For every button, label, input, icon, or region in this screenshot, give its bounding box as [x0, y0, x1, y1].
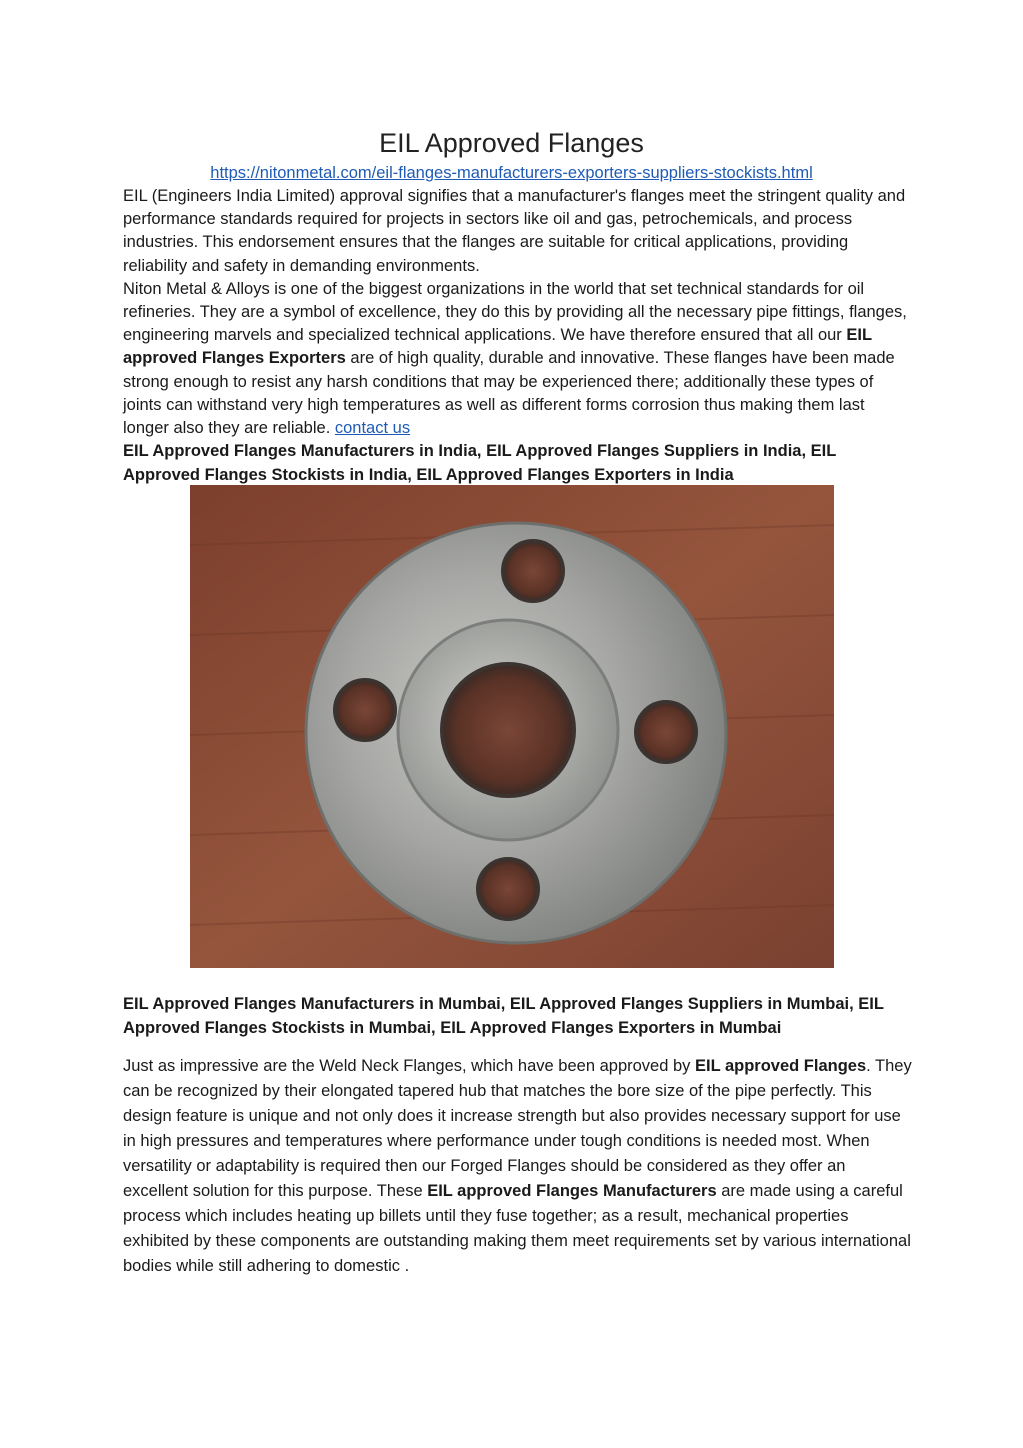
- india-heading: EIL Approved Flanges Manufacturers in India, EIL Approved Flanges Suppliers in India, EIL Approved Flanges Stockists in India, EIL Approved Flanges Exporters in India: [123, 442, 836, 484]
- steel-flange-photo: [190, 485, 834, 968]
- page-title: EIL Approved Flanges: [379, 128, 644, 158]
- source-url-link[interactable]: https://nitonmetal.com/eil-flanges-manufacturers-exporters-suppliers-stockists.html: [210, 164, 813, 182]
- weld-text-2: . They can be recognized by their elongated tapered hub that matches the bore size of the pipe perfectly. This design feature is unique and not only does it increase strength but also provides necessary support for use in high pressures and temperatures where performance under tough conditions is needed most. When versatility or adaptability is required then our Forged Flanges should be considered as they offer an excellent solution for this purpose. These: [123, 1057, 912, 1200]
- weld-text-1: Just as impressive are the Weld Neck Flanges, which have been approved by: [123, 1057, 695, 1075]
- intro-paragraph: EIL (Engineers India Limited) approval signifies that a manufacturer's flanges meet the stringent quality and performance standards required for projects in sectors like oil and gas, petrochemicals, and process industries. This endorsement ensures that the flanges are suitable for critical applications, providing reliability and safety in demanding environments.: [123, 187, 906, 275]
- weld-bold-manufacturers: EIL approved Flanges Manufacturers: [427, 1182, 717, 1200]
- company-bold-exporters: EIL approved Flanges Exporters: [123, 326, 872, 368]
- weld-neck-section: [123, 1054, 913, 1279]
- intro-section: [123, 185, 913, 440]
- weld-text-3: are made using a careful process which includes heating up billets until they fuse together; as a result, mechanical properties exhibited by these components are outstanding making them meet requirements set by various international bodies while still adhering to domestic .: [123, 1182, 911, 1275]
- weld-neck-paragraph: [123, 1054, 913, 1279]
- mumbai-heading: EIL Approved Flanges Manufacturers in Mumbai, EIL Approved Flanges Suppliers in Mumbai, EIL Approved Flanges Stockists in Mumbai, EIL Approved Flanges Exporters in Mumbai: [123, 995, 884, 1037]
- weld-bold-flanges: EIL approved Flanges: [695, 1057, 867, 1075]
- company-text-2: are of high quality, durable and innovative. These flanges have been made strong enough to resist any harsh conditions that may be experienced there; additionally these types of joints can withstand very high temperatures as well as different forms corrosion thus making them last longer also they are reliable.: [123, 349, 895, 438]
- flange-photo-icon: [190, 485, 834, 968]
- company-paragraph: [123, 278, 913, 440]
- company-text-1: Niton Metal & Alloys is one of the biggest organizations in the world that set technical standards for oil refineries. They are a symbol of excellence, they do this by providing all the necessary pipe fittings, flanges, engineering marvels and specialized technical applications. We have therefore ensured that all our: [123, 279, 907, 345]
- contact-us-link[interactable]: contact us: [334, 419, 411, 438]
